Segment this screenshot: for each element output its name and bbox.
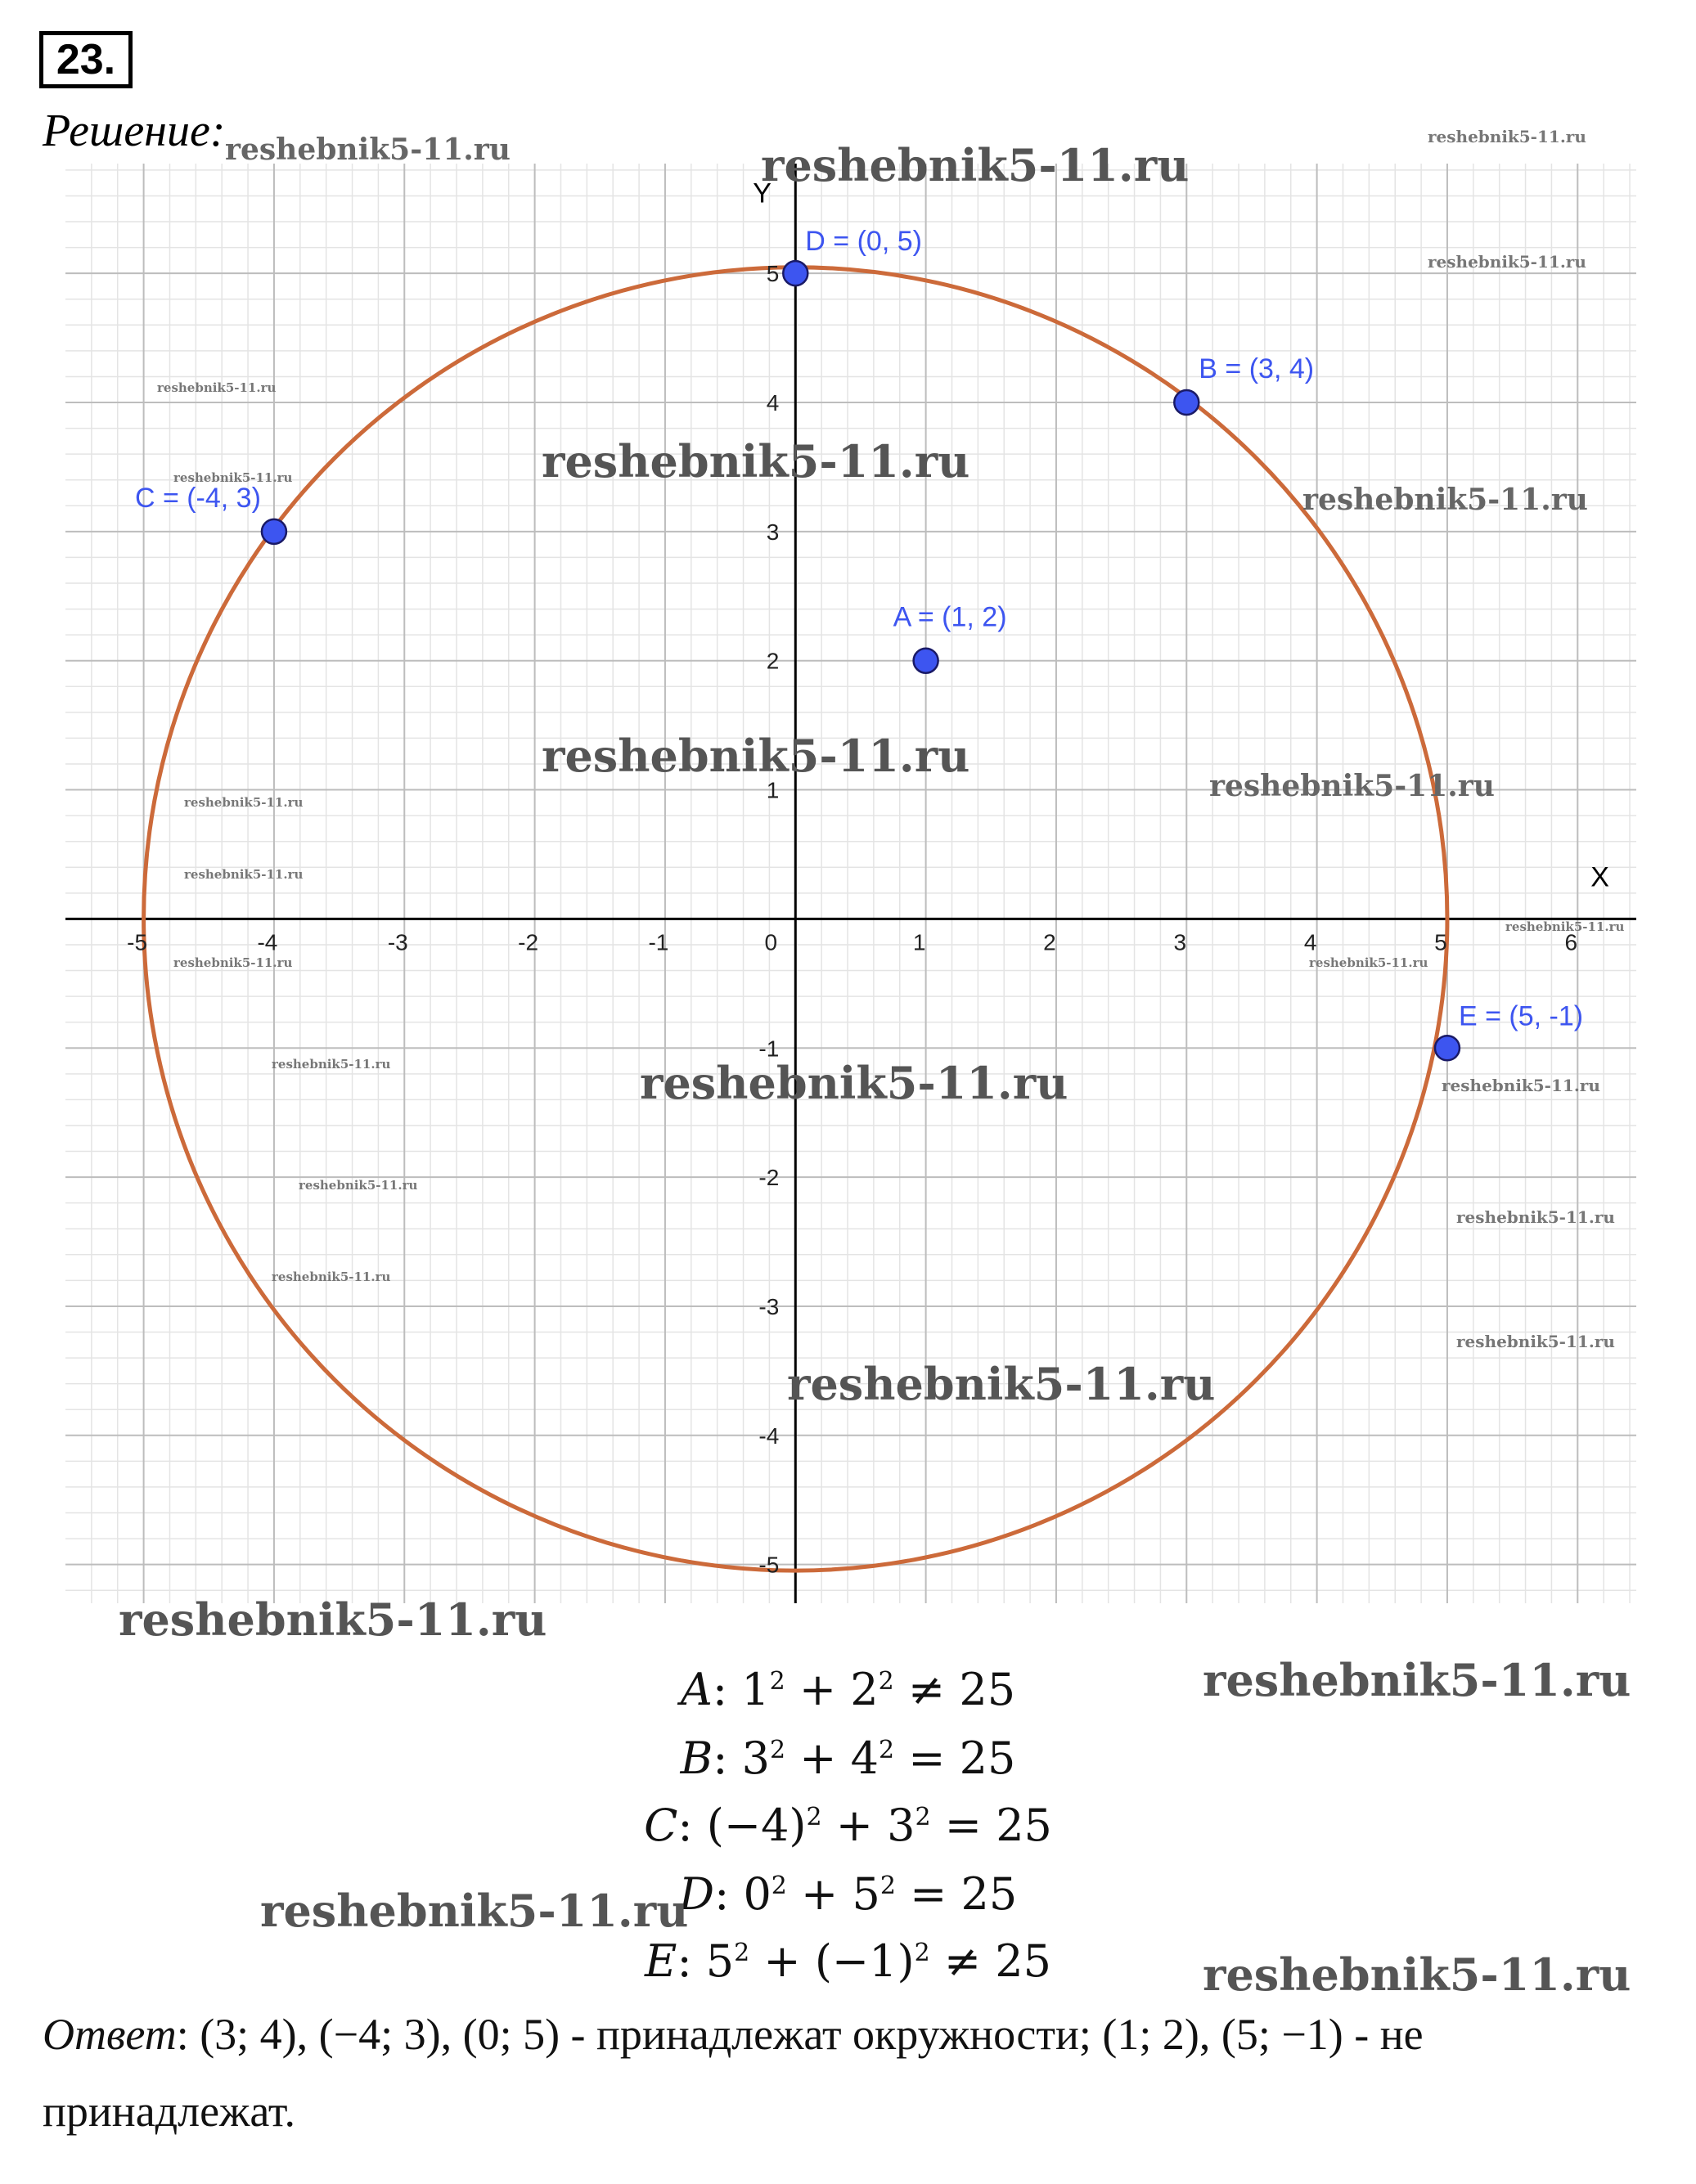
watermark: reshebnik5-11.ru xyxy=(640,1057,1068,1109)
y-tick-label: -1 xyxy=(758,1036,780,1062)
x-axis-label: X xyxy=(1590,861,1609,893)
watermark: reshebnik5-11.ru xyxy=(1309,955,1428,970)
formula-point-letter: B xyxy=(680,1732,713,1784)
watermark: reshebnik5-11.ru xyxy=(184,867,304,882)
formula-line: B: $3^2 + 4^2 = 25$ xyxy=(680,1732,1016,1784)
formula-term: 5 xyxy=(705,1935,735,1987)
x-tick-label: 3 xyxy=(1173,929,1187,955)
watermark: reshebnik5-11.ru xyxy=(1203,1948,1631,2001)
problem-number: 23. xyxy=(39,31,133,88)
formula-line: D: $0^2 + 5^2 = 25$ xyxy=(678,1868,1018,1920)
formula-point-letter: A xyxy=(680,1664,713,1715)
x-tick-label: -2 xyxy=(518,929,539,955)
watermark: reshebnik5-11.ru xyxy=(157,380,277,395)
x-tick-label: -3 xyxy=(387,929,408,955)
formula-exponent: 2 xyxy=(769,1667,785,1696)
formula-term: 0 xyxy=(743,1868,772,1920)
formula-term: (−4) xyxy=(706,1800,807,1851)
data-point xyxy=(1174,390,1199,415)
watermark: reshebnik5-11.ru xyxy=(1209,769,1495,803)
x-tick-label: -1 xyxy=(648,929,669,955)
formula-exponent: 2 xyxy=(914,1939,930,1967)
x-tick-label: 1 xyxy=(912,929,926,955)
formula-exponent: 2 xyxy=(879,1736,895,1764)
y-tick-label: 3 xyxy=(766,519,780,545)
watermark: reshebnik5-11.ru xyxy=(1505,919,1625,934)
formula-exponent: 2 xyxy=(771,1872,787,1900)
y-tick-label: 4 xyxy=(766,390,780,416)
y-tick-label: -3 xyxy=(758,1293,780,1319)
x-tick-label: 6 xyxy=(1564,929,1578,955)
formula-term: 3 xyxy=(741,1732,770,1784)
formula-point-letter: E xyxy=(645,1935,677,1987)
answer-block xyxy=(43,1996,1662,2150)
formula-result: ≠ 25 xyxy=(893,1664,1016,1715)
watermark: reshebnik5-11.ru xyxy=(260,1885,689,1937)
y-tick-label: 5 xyxy=(766,261,780,287)
answer-label: Ответ xyxy=(43,2010,177,2059)
formula-term: + 2 xyxy=(785,1664,879,1715)
x-tick-label: 4 xyxy=(1303,929,1317,955)
watermark: reshebnik5-11.ru xyxy=(184,795,304,810)
watermark: reshebnik5-11.ru xyxy=(1428,252,1586,272)
watermark: reshebnik5-11.ru xyxy=(272,1057,391,1072)
point-label: E = (5, -1) xyxy=(1458,1000,1584,1032)
formula-point-letter: D xyxy=(678,1868,715,1920)
watermark: reshebnik5-11.ru xyxy=(761,139,1190,191)
formula-point-letter: C xyxy=(644,1800,678,1851)
watermark: reshebnik5-11.ru xyxy=(787,1358,1216,1410)
x-tick-label: 0 xyxy=(764,929,778,955)
watermark: reshebnik5-11.ru xyxy=(225,133,511,167)
formula-exponent: 2 xyxy=(879,1872,896,1900)
watermark: reshebnik5-11.ru xyxy=(1442,1076,1600,1095)
formula-exponent: 2 xyxy=(915,1803,931,1831)
formula-result: = 25 xyxy=(895,1868,1018,1920)
y-axis-label: Y xyxy=(753,178,772,209)
y-tick-label: -2 xyxy=(758,1165,780,1191)
formula-term: + (−1) xyxy=(749,1935,915,1987)
x-tick-label: 5 xyxy=(1434,929,1447,955)
watermark: reshebnik5-11.ru xyxy=(1302,483,1588,517)
watermark: reshebnik5-11.ru xyxy=(1456,1207,1615,1227)
point-label: B = (3, 4) xyxy=(1199,353,1315,385)
watermark: reshebnik5-11.ru xyxy=(299,1178,418,1193)
watermark: reshebnik5-11.ru xyxy=(173,955,293,970)
formula-term: + 5 xyxy=(786,1868,880,1920)
x-tick-label: 2 xyxy=(1043,929,1056,955)
watermark: reshebnik5-11.ru xyxy=(272,1270,391,1284)
formula-result: = 25 xyxy=(930,1800,1052,1851)
watermark: reshebnik5-11.ru xyxy=(542,435,970,488)
formula-exponent: 2 xyxy=(806,1803,822,1831)
formula-term: + 4 xyxy=(785,1732,879,1784)
y-tick-label: -4 xyxy=(758,1422,780,1449)
y-tick-label: 1 xyxy=(766,777,780,803)
formula-result: = 25 xyxy=(894,1732,1016,1784)
formula-exponent: 2 xyxy=(769,1736,786,1764)
data-point xyxy=(262,519,286,544)
solution-label: Решение: xyxy=(43,106,226,156)
point-label: D = (0, 5) xyxy=(805,226,922,258)
formula-line: C: $(-4)^2 + 3^2 = 25$ xyxy=(644,1800,1052,1851)
watermark: reshebnik5-11.ru xyxy=(173,470,293,485)
watermark: reshebnik5-11.ru xyxy=(1203,1654,1631,1706)
x-tick-label: -4 xyxy=(257,929,278,955)
formula-exponent: 2 xyxy=(878,1667,894,1696)
data-point xyxy=(783,261,808,285)
formula-exponent: 2 xyxy=(734,1939,750,1967)
y-tick-label: -5 xyxy=(758,1552,780,1578)
watermark: reshebnik5-11.ru xyxy=(1456,1332,1615,1351)
point-label: C = (-4, 3) xyxy=(134,482,261,514)
formula-term: 1 xyxy=(741,1664,770,1715)
point-label: A = (1, 2) xyxy=(893,601,1007,633)
x-tick-label: -5 xyxy=(127,929,148,955)
watermark: reshebnik5-11.ru xyxy=(119,1593,547,1646)
formula-term: + 3 xyxy=(821,1800,915,1851)
data-point xyxy=(914,649,938,673)
y-tick-label: 2 xyxy=(766,648,780,674)
formula-result: ≠ 25 xyxy=(929,1935,1051,1987)
watermark: reshebnik5-11.ru xyxy=(1428,127,1586,146)
data-point xyxy=(1435,1036,1460,1060)
watermark: reshebnik5-11.ru xyxy=(542,730,970,782)
formula-line: A: $1^2 + 2^2 \ne 25$ xyxy=(680,1664,1016,1715)
answer-text: : (3; 4), (−4; 3), (0; 5) - принадлежат окружности; (1; 2), (5; −1) - не принадлежат. xyxy=(43,2010,1424,2136)
formula-line: E: $5^2 + (-1)^2 \ne 25$ xyxy=(645,1935,1051,1987)
